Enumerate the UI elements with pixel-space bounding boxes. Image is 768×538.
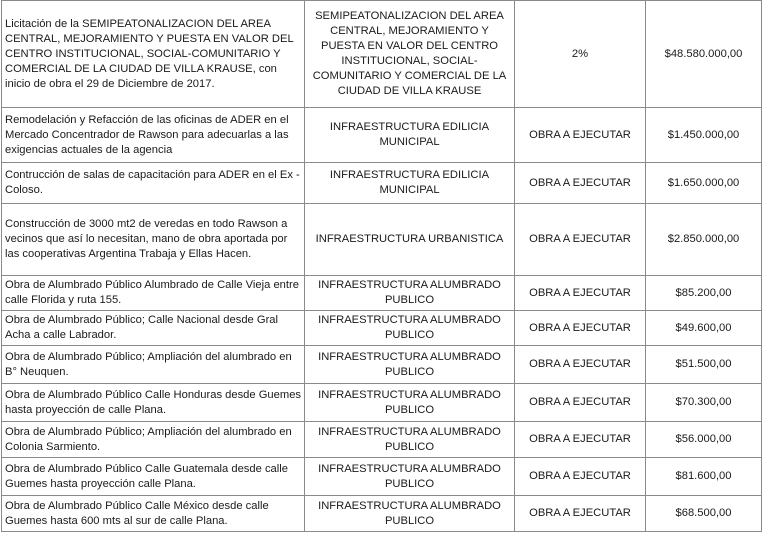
table-row [2, 458, 762, 496]
work-status: OBRA A EJECUTAR [515, 108, 646, 163]
work-status: OBRA A EJECUTAR [515, 163, 646, 204]
public-works-table [1, 0, 762, 532]
work-type: INFRAESTRUCTURA ALUMBRADO PUBLICO [305, 384, 515, 422]
work-status: OBRA A EJECUTAR [515, 276, 646, 311]
work-description: Obra de Alumbrado Público Calle Honduras desde Guemes hasta proyección de calle Plana. [2, 384, 305, 422]
work-amount: $70.300,00 [646, 384, 762, 422]
work-status: 2% [515, 1, 646, 108]
work-description: Obra de Alumbrado Público Calle México desde calle Guemes hasta 600 mts al sur de calle Plana. [2, 496, 305, 532]
work-description: Licitación de la SEMIPEATONALIZACION DEL AREA CENTRAL, MEJORAMIENTO Y PUESTA EN VALOR DEL CENTRO INSTITUCIONAL, SOCIAL-COMUNITARIO Y COMERCIAL DE LA CIUDAD DE VILLA KRAUSE, con inicio de obra el 29 de Diciembre de 2017. [2, 1, 305, 108]
table-row [2, 384, 762, 422]
work-amount: $1.650.000,00 [646, 163, 762, 204]
work-type: INFRAESTRUCTURA ALUMBRADO PUBLICO [305, 496, 515, 532]
work-status: OBRA A EJECUTAR [515, 496, 646, 532]
work-status: OBRA A EJECUTAR [515, 384, 646, 422]
table-row [2, 276, 762, 311]
work-status: OBRA A EJECUTAR [515, 311, 646, 346]
work-description: Obra de Alumbrado Público; Ampliación del alumbrado en Colonia Sarmiento. [2, 422, 305, 458]
work-status: OBRA A EJECUTAR [515, 204, 646, 276]
table-row [2, 346, 762, 384]
work-type: INFRAESTRUCTURA ALUMBRADO PUBLICO [305, 346, 515, 384]
work-description: Obra de Alumbrado Público Alumbrado de Calle Vieja entre calle Florida y ruta 155. [2, 276, 305, 311]
table-row [2, 496, 762, 532]
work-amount: $48.580.000,00 [646, 1, 762, 108]
work-amount: $51.500,00 [646, 346, 762, 384]
table-row [2, 1, 762, 108]
public-works-table-body [2, 1, 762, 532]
table-row [2, 311, 762, 346]
work-type: INFRAESTRUCTURA EDILICIA MUNICIPAL [305, 108, 515, 163]
table-row [2, 422, 762, 458]
work-amount: $49.600,00 [646, 311, 762, 346]
work-type: INFRAESTRUCTURA ALUMBRADO PUBLICO [305, 276, 515, 311]
work-description: Construcción de 3000 mt2 de veredas en todo Rawson a vecinos que así lo necesitan, mano de obra aportada por las cooperativas Argentina Trabaja y Ellas Hacen. [2, 204, 305, 276]
work-status: OBRA A EJECUTAR [515, 458, 646, 496]
work-description: Obra de Alumbrado Público; Ampliación del alumbrado en B° Neuquen. [2, 346, 305, 384]
work-type: INFRAESTRUCTURA EDILICIA MUNICIPAL [305, 163, 515, 204]
work-amount: $56.000,00 [646, 422, 762, 458]
table-row [2, 163, 762, 204]
work-type: INFRAESTRUCTURA ALUMBRADO PUBLICO [305, 422, 515, 458]
work-status: OBRA A EJECUTAR [515, 346, 646, 384]
work-type: SEMIPEATONALIZACION DEL AREA CENTRAL, MEJORAMIENTO Y PUESTA EN VALOR DEL CENTRO INSTITUCIONAL, SOCIAL-COMUNITARIO Y COMERCIAL DE LA CIUDAD DE VILLA KRAUSE [305, 1, 515, 108]
work-description: Obra de Alumbrado Público; Calle Nacional desde Gral Acha a calle Labrador. [2, 311, 305, 346]
table-row [2, 204, 762, 276]
work-description: Contrucción de salas de capacitación para ADER en el Ex - Coloso. [2, 163, 305, 204]
work-type: INFRAESTRUCTURA ALUMBRADO PUBLICO [305, 458, 515, 496]
work-amount: $81.600,00 [646, 458, 762, 496]
table-row [2, 108, 762, 163]
work-description: Obra de Alumbrado Público Calle Guatemala desde calle Guemes hasta proyección calle Plana. [2, 458, 305, 496]
work-amount: $1.450.000,00 [646, 108, 762, 163]
work-status: OBRA A EJECUTAR [515, 422, 646, 458]
work-description: Remodelación y Refacción de las oficinas de ADER en el Mercado Concentrador de Rawson para adecuarlas a las exigencias actuales de la agencia [2, 108, 305, 163]
work-amount: $85.200,00 [646, 276, 762, 311]
work-type: INFRAESTRUCTURA ALUMBRADO PUBLICO [305, 311, 515, 346]
work-amount: $2.850.000,00 [646, 204, 762, 276]
work-amount: $68.500,00 [646, 496, 762, 532]
work-type: INFRAESTRUCTURA URBANISTICA [305, 204, 515, 276]
